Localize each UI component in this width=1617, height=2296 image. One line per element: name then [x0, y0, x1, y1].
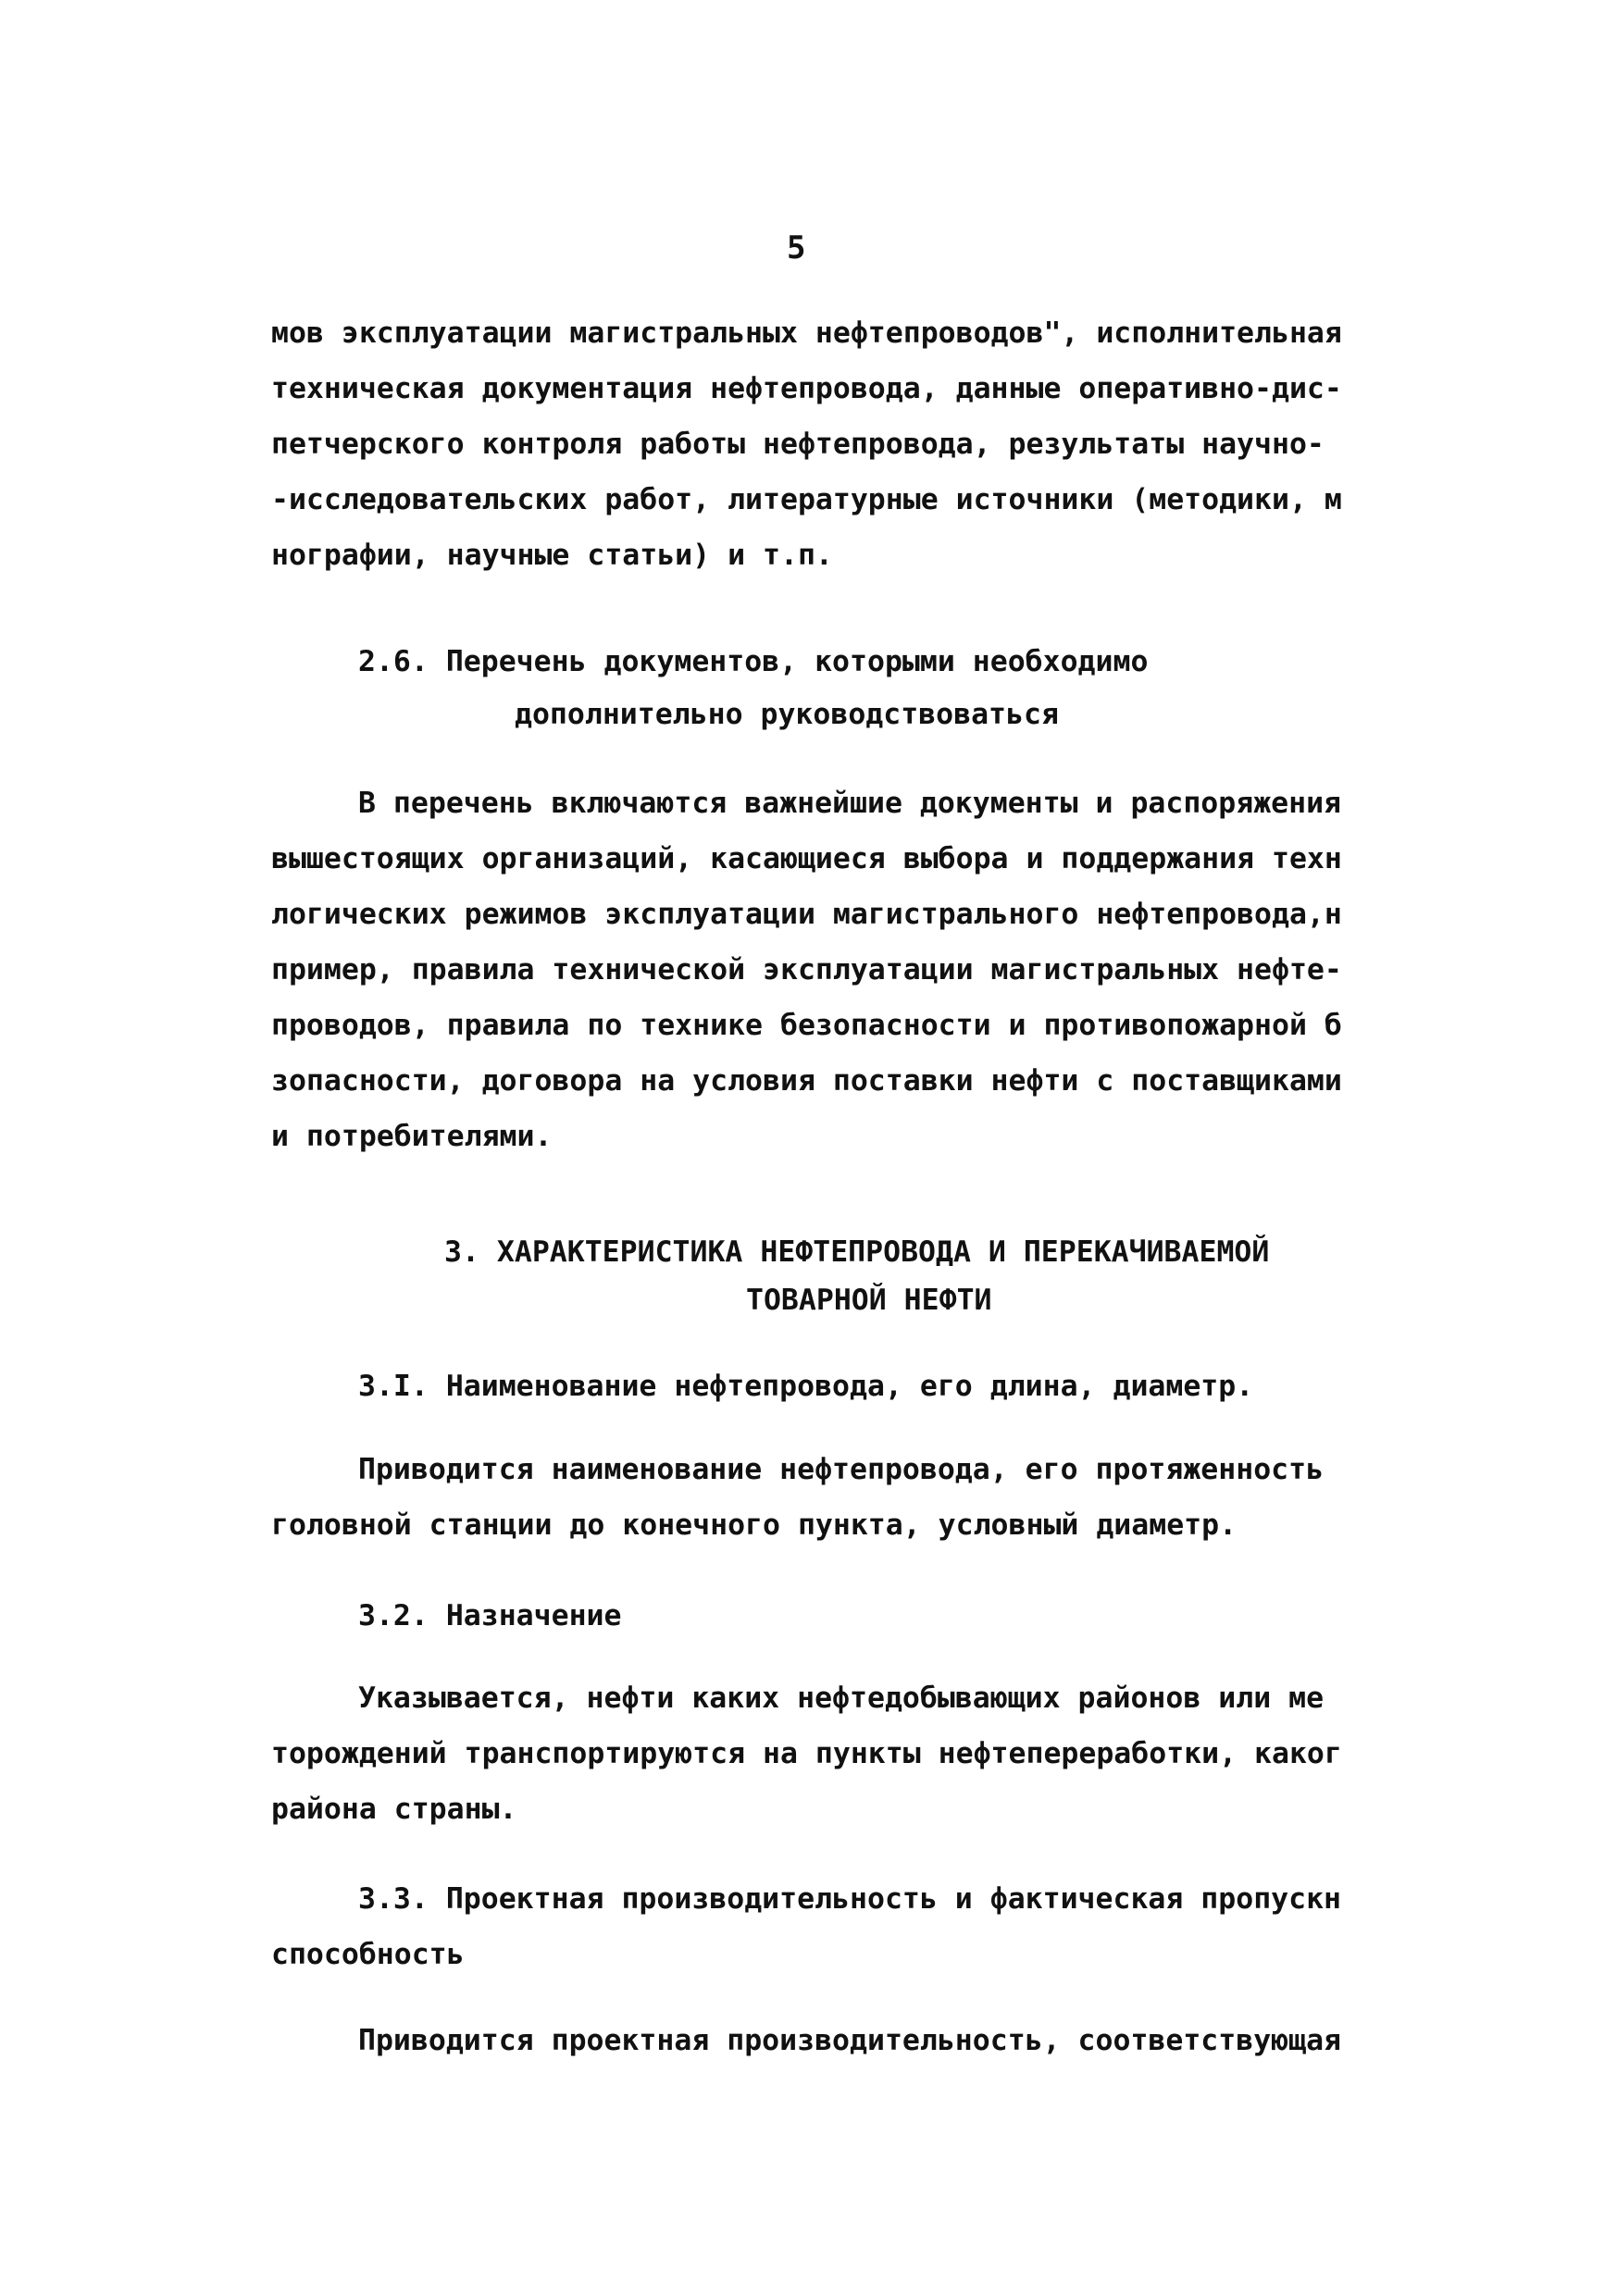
intro-line-1: мов эксплуатации магистральных нефтепроводов", исполнительная	[271, 316, 1342, 350]
section-3-2-body-line-1: Указывается, нефти каких нефтедобывающих районов или ме	[358, 1682, 1325, 1715]
section-3-title-line-1: 3. ХАРАКТЕРИСТИКА НЕФТЕПРОВОДА И ПЕРЕКАЧИВАЕМОЙ	[444, 1235, 1270, 1269]
section-3-title-line-2: ТОВАРНОЙ НЕФТИ	[746, 1284, 992, 1317]
section-2-6-body-line-6: зопасности, договора на условия поставки нефти с поставщиками	[271, 1064, 1342, 1098]
section-2-6-title-line-2: дополнительно руководствоваться	[515, 698, 1059, 731]
section-3-2-title: 3.2. Назначение	[358, 1599, 622, 1632]
section-2-6-body-line-5: проводов, правила по технике безопасности и противопожарной б	[271, 1009, 1342, 1042]
section-3-2-body-line-3: района страны.	[271, 1793, 517, 1826]
section-3-1-body-line-2: головной станции до конечного пункта, условный диаметр.	[271, 1508, 1238, 1542]
section-2-6-title-line-1: 2.6. Перечень документов, которыми необходимо	[358, 645, 1149, 678]
section-3-1-title: 3.I. Наименование нефтепровода, его длина, диаметр.	[358, 1370, 1254, 1403]
section-2-6-body-line-4: пример, правила технической эксплуатации магистральных нефте-	[271, 953, 1342, 987]
section-2-6-body-line-1: В перечень включаются важнейшие документы и распоряжения	[358, 787, 1342, 820]
section-3-1-body-line-1: Приводится наименование нефтепровода, его протяженность	[358, 1453, 1325, 1486]
section-3-3-body-line-1: Приводится проектная производительность, соответствующая	[358, 2024, 1342, 2057]
section-2-6-body-line-7: и потребителями.	[271, 1120, 553, 1153]
section-3-3-title-line-2: способность	[271, 1938, 465, 1971]
intro-line-2: техническая документация нефтепровода, данные оперативно-дис-	[271, 372, 1342, 405]
section-2-6-body-line-2: вышестоящих организаций, касающиеся выбора и поддержания техн	[271, 842, 1342, 875]
section-2-6-body-line-3: логических режимов эксплуатации магистрального нефтепровода,н	[271, 898, 1342, 931]
page-number: 5	[787, 230, 806, 267]
intro-line-5: нографии, научные статьи) и т.п.	[271, 539, 833, 572]
section-3-3-title-line-1: 3.3. Проектная производительность и фактическая пропускн	[358, 1882, 1342, 1916]
intro-line-3: петчерского контроля работы нефтепровода, результаты научно-	[271, 428, 1325, 461]
section-3-2-body-line-2: торождений транспортируются на пункты нефтепереработки, каког	[271, 1737, 1342, 1770]
intro-line-4: -исследовательских работ, литературные источники (методики, м	[271, 483, 1342, 516]
